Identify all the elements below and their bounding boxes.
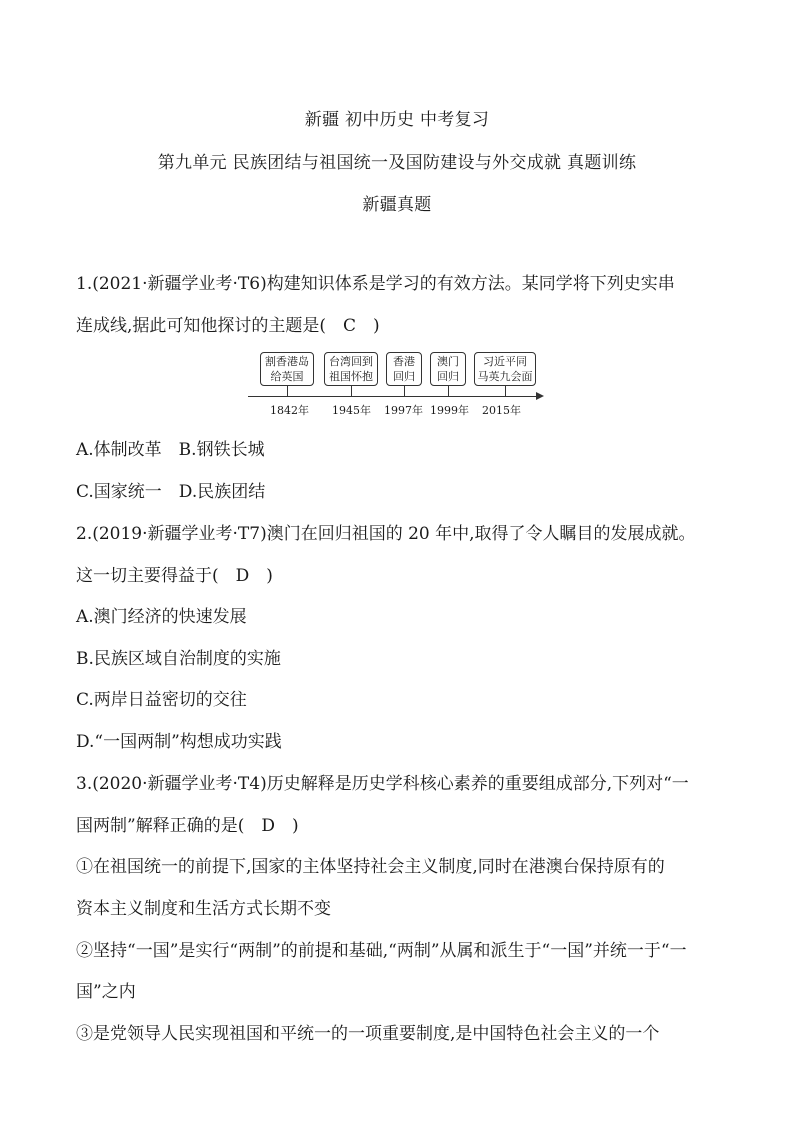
q3-stem-line2: 国两制”解释正确的是( D ) [76, 816, 299, 836]
q3-item1-line2: 资本主义制度和生活方式长期不变 [76, 899, 331, 919]
unit-title: 第九单元 民族团结与祖国统一及国防建设与外交成就 真题训练 [157, 153, 637, 173]
timeline-event-4-line1: 澳门 [437, 355, 459, 368]
timeline-year-2: 1945年 [332, 404, 371, 417]
timeline-event-4 [430, 352, 466, 386]
q1-stem-line1: 1.(2021·新疆学业考·T6)构建知识体系是学习的有效方法。某同学将下列史实串 [76, 274, 675, 294]
timeline-stem-5 [505, 386, 506, 396]
timeline-event-1-line1: 割香港岛 [265, 355, 309, 368]
q3-stem-line1: 3.(2020·新疆学业考·T4)历史解释是历史学科核心素养的重要组成部分,下列对“一 [76, 774, 689, 794]
timeline-event-5-line1: 习近平同 [483, 355, 527, 368]
q2-stem-line2: 这一切主要得益于( D ) [76, 566, 273, 586]
timeline-event-3-line2: 回归 [393, 370, 415, 383]
q3-item1-line1: ①在祖国统一的前提下,国家的主体坚持社会主义制度,同时在港澳台保持原有的 [76, 857, 665, 877]
timeline-arrow-icon [536, 392, 544, 400]
timeline-event-5-line2: 马英九会面 [477, 370, 533, 383]
timeline-year-5: 2015年 [482, 404, 521, 417]
timeline-axis [248, 396, 538, 397]
timeline-event-2-line1: 台湾回到 [329, 355, 373, 368]
timeline-stem-4 [448, 386, 449, 396]
q3-item2-line1: ②坚持“一国”是实行“两制”的前提和基础,“两制”从属和派生于“一国”并统一于“一 [76, 941, 687, 961]
q3-item3-line1: ③是党领导人民实现祖国和平统一的一项重要制度,是中国特色社会主义的一个 [76, 1024, 660, 1044]
timeline-year-4: 1999年 [430, 404, 469, 417]
q2-option-c: C.两岸日益密切的交往 [76, 690, 247, 710]
q1-stem-line2: 连成线,据此可知他探讨的主题是( C ) [76, 316, 380, 336]
timeline-event-1-line2: 给英国 [270, 370, 304, 383]
q3-item2-line2: 国”之内 [76, 982, 136, 1002]
timeline-stem-3 [404, 386, 405, 396]
q1-options-line2: C.国家统一 D.民族团结 [76, 482, 266, 502]
document-title: 新疆 初中历史 中考复习 [304, 110, 490, 130]
q2-option-a: A.澳门经济的快速发展 [76, 607, 247, 627]
q2-option-b: B.民族区域自治制度的实施 [76, 649, 281, 669]
timeline-stem-2 [351, 386, 352, 396]
q1-timeline [248, 352, 548, 422]
timeline-event-3-line1: 香港 [393, 355, 415, 368]
q2-stem-line1: 2.(2019·新疆学业考·T7)澳门在回归祖国的 20 年中,取得了令人瞩目的发展成就。 [76, 524, 696, 544]
timeline-year-3: 1997年 [384, 404, 423, 417]
timeline-event-2-line2: 祖国怀抱 [329, 370, 373, 383]
timeline-event-2 [324, 352, 378, 386]
timeline-year-1: 1842年 [270, 404, 309, 417]
timeline-event-3 [386, 352, 422, 386]
q2-option-d: D.“一国两制”构想成功实践 [76, 732, 282, 752]
timeline-event-4-line2: 回归 [437, 370, 459, 383]
q1-options-line1: A.体制改革 B.钢铁长城 [76, 440, 265, 460]
section-title: 新疆真题 [362, 195, 432, 215]
timeline-stem-1 [287, 386, 288, 396]
timeline-event-1 [260, 352, 314, 386]
timeline-event-5 [474, 352, 536, 386]
